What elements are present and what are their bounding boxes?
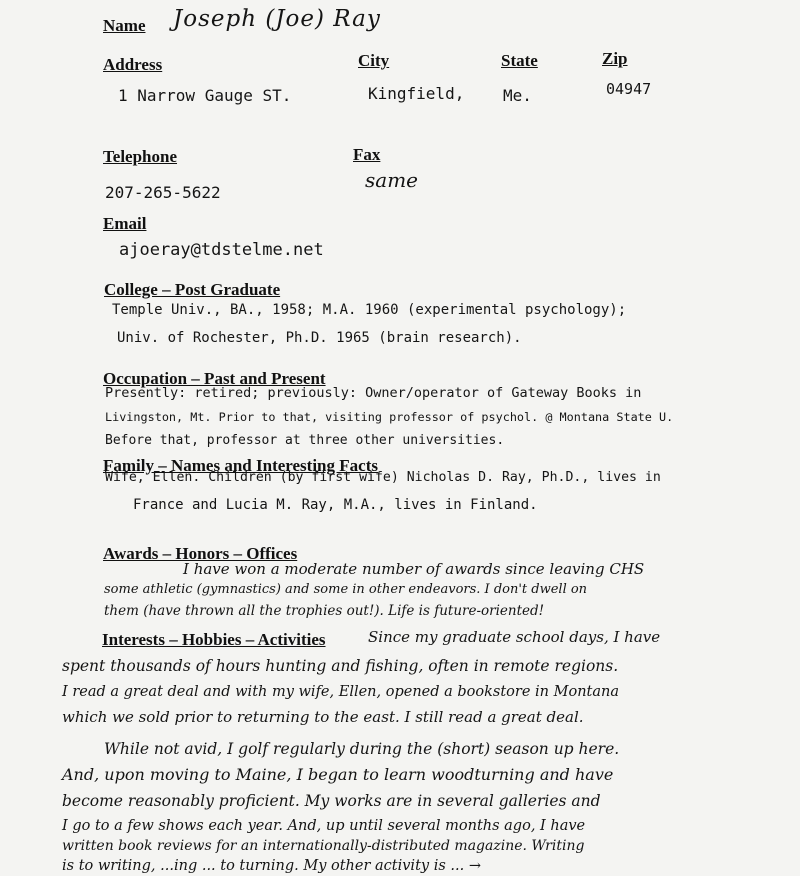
fax-value: same	[365, 168, 418, 192]
city-label: City	[358, 51, 390, 70]
telephone-label: Telephone	[103, 147, 178, 166]
interests-line-5: And, upon moving to Maine, I began to learn woodturning and have	[62, 765, 614, 784]
college-line-2: Univ. of Rochester, Ph.D. 1965 (brain research).	[117, 330, 522, 346]
name-value: Joseph (Joe) Ray	[173, 6, 381, 32]
zip-value: 04947	[606, 80, 652, 98]
occupation-line-2: Livingston, Mt. Prior to that, visiting professor of psychol. @ Montana State U.	[105, 410, 674, 424]
college-line-1: Temple Univ., BA., 1958; M.A. 1960 (experimental psychology);	[112, 302, 627, 318]
email-label: Email	[103, 214, 147, 233]
occupation-label: Occupation – Past and Present	[103, 369, 326, 388]
interests-line-3: which we sold prior to returning to the east. I still read a great deal.	[62, 708, 584, 726]
interests-line-6: become reasonably proficient. My works are in several galleries and	[62, 792, 601, 810]
family-line-2: France and Lucia M. Ray, M.A., lives in Finland.	[133, 497, 538, 513]
awards-line-1: I have won a moderate number of awards since leaving CHS	[183, 560, 645, 578]
name-label: Name	[103, 16, 146, 35]
fax-label: Fax	[353, 145, 381, 164]
interests-line-4: While not avid, I golf regularly during the (short) season up here.	[104, 740, 620, 758]
interests-line-7: I go to a few shows each year. And, up until several months ago, I have	[62, 818, 586, 834]
occupation-line-3: Before that, professor at three other universities.	[105, 433, 505, 448]
city-value: Kingfield,	[368, 84, 465, 103]
telephone-value: 207-265-5622	[105, 183, 221, 202]
interests-first-line: Since my graduate school days, I have	[368, 628, 661, 646]
family-label: Family – Names and Interesting Facts	[103, 456, 378, 475]
email-value: ajoeray@tdstelme.net	[119, 240, 324, 260]
awards-line-2: some athletic (gymnastics) and some in other endeavors. I don't dwell on	[104, 582, 588, 597]
interests-line-9: is to writing, ...ing ... to turning. My other activity is ... →	[62, 858, 481, 874]
awards-label: Awards – Honors – Offices	[103, 544, 298, 563]
state-label: State	[501, 51, 538, 70]
occupation-line-1: Presently: retired; previously: Owner/operator of Gateway Books in	[105, 385, 642, 401]
address-value: 1 Narrow Gauge ST.	[118, 86, 292, 105]
interests-line-2: I read a great deal and with my wife, Ellen, opened a bookstore in Montana	[62, 684, 619, 700]
interests-line-8: written book reviews for an internationally-distributed magazine. Writing	[62, 838, 585, 854]
state-value: Me.	[503, 86, 532, 105]
interests-line-1: spent thousands of hours hunting and fishing, often in remote regions.	[62, 657, 619, 675]
college-label: College – Post Graduate	[104, 280, 281, 299]
address-label: Address	[103, 55, 163, 74]
family-line-1: Wife, Ellen. Children (by first wife) Nicholas D. Ray, Ph.D., lives in	[105, 470, 661, 485]
interests-label: Interests – Hobbies – Activities	[102, 630, 326, 649]
zip-label: Zip	[602, 49, 628, 68]
awards-line-3: them (have thrown all the trophies out!). Life is future-oriented!	[104, 603, 545, 619]
